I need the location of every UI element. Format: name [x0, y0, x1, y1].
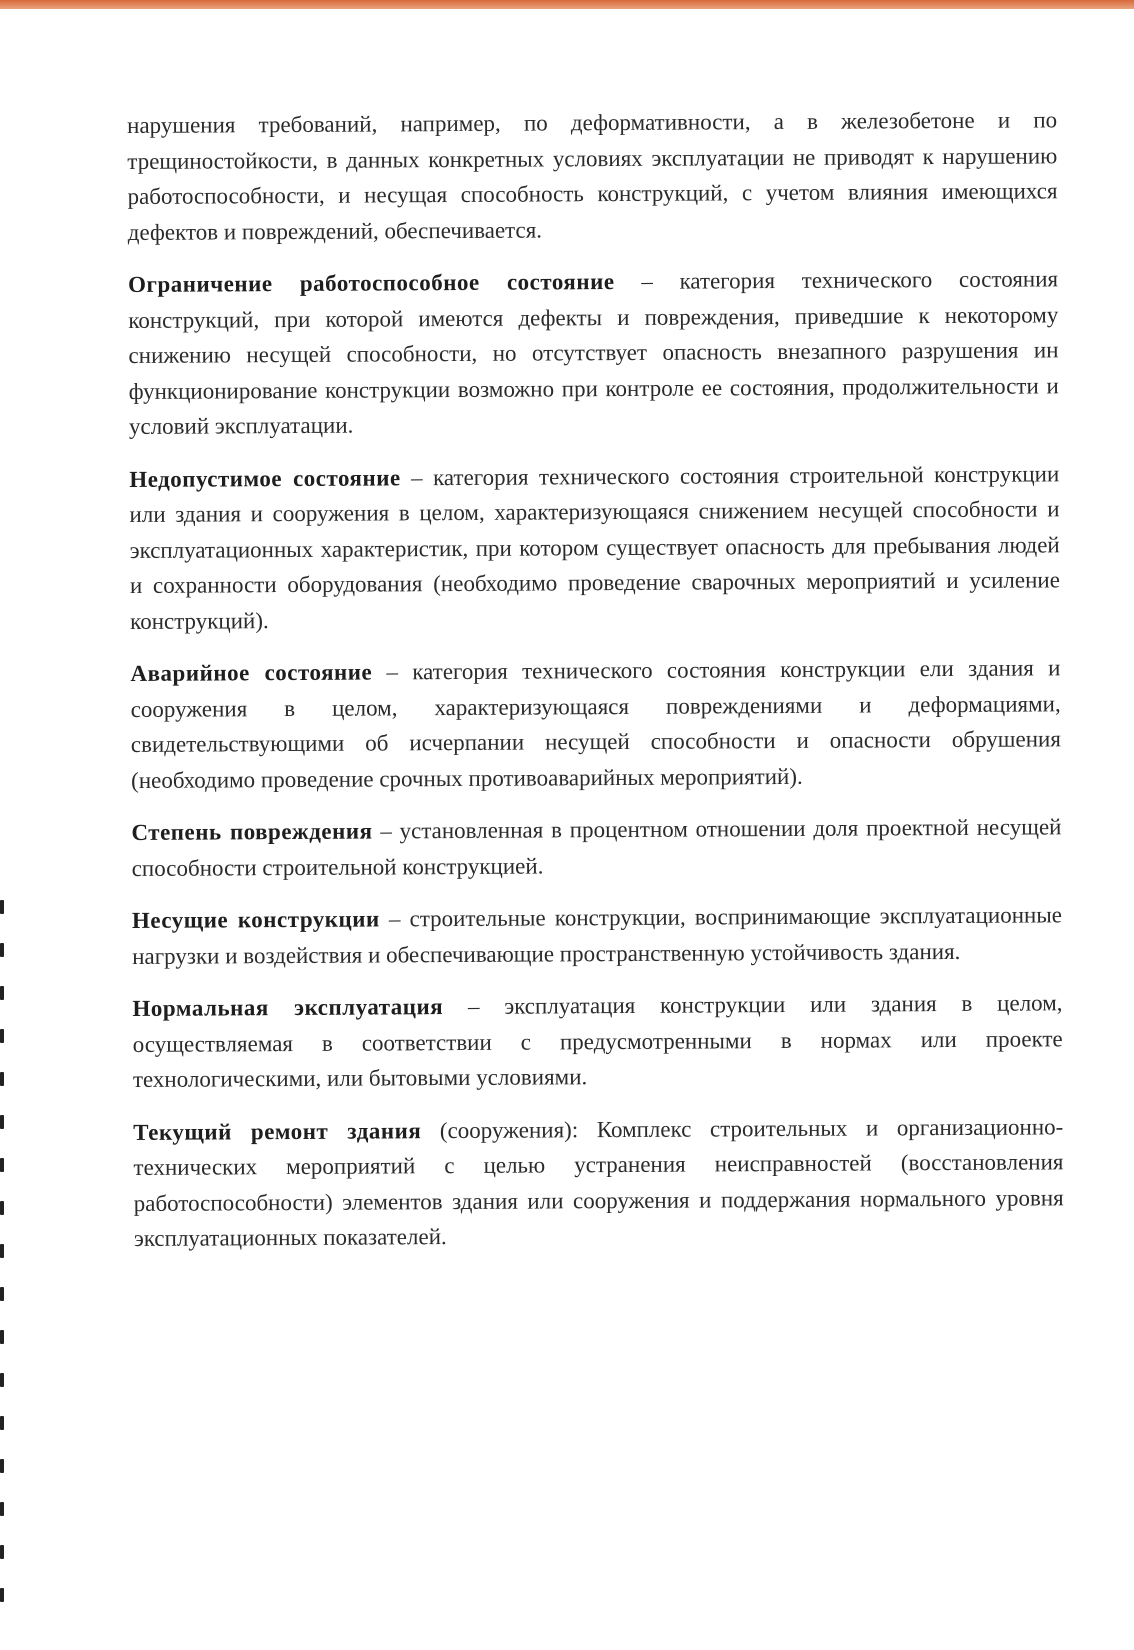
definition-term: Аварийное состояние — [130, 659, 373, 686]
definition-text: – категория технического состояния конструкции ели здания и сооружения в целом, характеризующаяся повреждениями и деформациями, свидетельствующими об исчерпании несущей способности и опасности обрушения (необходимо проведение срочных противоаварийных мероприятий). — [130, 655, 1061, 793]
definition-text: – категория технического состояния строительной конструкции или здания и сооружения в целом, характеризующаяся снижением несущей способности и эксплуатационных характеристик, при котором существует опасность для пребывания людей и сохранности оборудования (необходимо проведение сварочных мероприятий и усиление конструкций). — [129, 460, 1060, 634]
spiral-binding-holes — [0, 900, 6, 1620]
document-page — [127, 102, 1064, 1273]
definition-term: Ограничение работоспособное состояние — [128, 269, 615, 297]
definition-limited-operable-state — [128, 261, 1059, 444]
definition-term: Нормальная эксплуатация — [132, 994, 444, 1021]
definition-term: Степень повреждения — [131, 818, 373, 845]
paragraph-continuation — [127, 102, 1058, 250]
definition-current-repair — [133, 1109, 1064, 1257]
definition-term: Текущий ремонт здания — [133, 1117, 422, 1145]
top-edge-strip — [0, 0, 1134, 9]
definition-load-bearing-structures — [132, 897, 1062, 974]
definition-text: – установленная в процентном отношении доля проектной несущей способности строительной конструкцией. — [131, 814, 1062, 881]
definition-term: Несущие конструкции — [131, 906, 380, 933]
definition-text: – эксплуатация конструкции или здания в целом, осуществляемая в соответствии с предусмотренными в нормах или проекте технологическими, или бытовыми условиями. — [132, 990, 1063, 1092]
definition-normal-operation — [132, 985, 1063, 1097]
definition-text: – категория технического состояния конструкций, при которой имеются дефекты и повреждения, приведшие к некоторому снижению несущей способности, но отсутствует опасность внезапного разрушения ин функционирование конструкции возможно при контроле ее состояния, продолжительности и условий эксплуатации. — [128, 266, 1059, 439]
definition-text: – строительные конструкции, воспринимающие эксплуатационные нагрузки и воздействия и обеспечивающие пространственную устойчивость здания. — [132, 902, 1063, 969]
definition-unacceptable-state — [129, 456, 1060, 639]
definition-emergency-state — [130, 650, 1061, 798]
definition-damage-degree — [131, 809, 1061, 886]
definition-term: Недопустимое состояние — [129, 464, 401, 492]
paragraph-text: нарушения требований, например, по деформативности, а в железобетоне и по трещиностойкости, в данных конкретных условиях эксплуатации не приводят к нарушению работоспособности, и несущая способность конструкций, с учетом влияния имеющихся дефектов и повреждений, обеспечивается. — [127, 107, 1058, 245]
definition-text: (сооружения): Комплекс строительных и организационно-технических мероприятий с целью устранения неисправностей (восстановления работоспособности) элементов здания или сооружения и поддержания нормального уровня эксплуатационных показателей. — [133, 1113, 1064, 1251]
